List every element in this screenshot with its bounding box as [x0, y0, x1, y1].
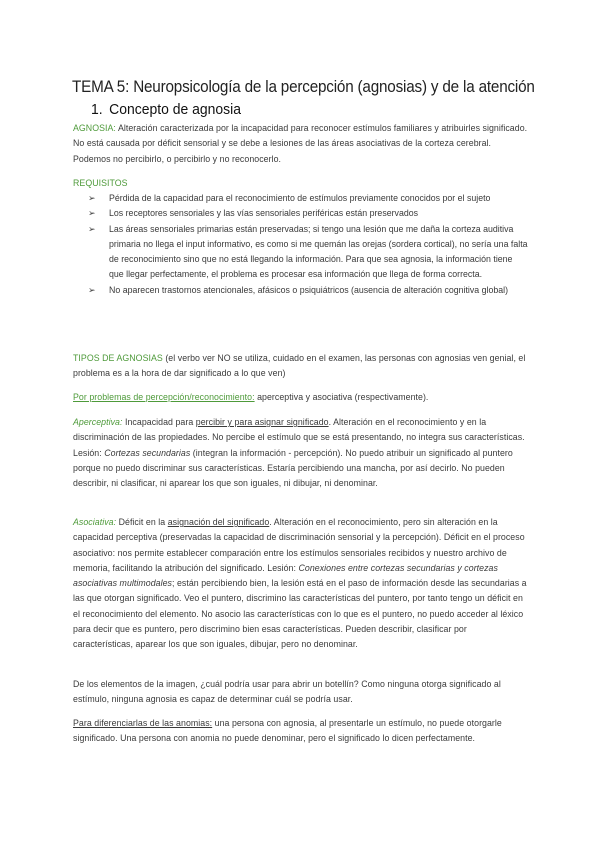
agnosia-label: AGNOSIA:	[73, 123, 116, 133]
asociativa-paragraph: Asociativa: Déficit en la asignación del significado. Alteración en el reconocimiento, pero sin alteración en la capacidad perceptiva (preservadas la capacidad de discriminación sensorial y la percepción). Déficit en el proceso asociativo: nos permite establecer comparación entre los estímulos sensoriales recibidos y nuestro archivo de memoria, facilitando la atribución del significado. Lesión: Conexiones entre cortezas secundarias y cortezas asociativas multimodales; están percibiendo bien, la lesión está en el paso de información desde las secundarias a las que otorgan significado. Veo el puntero, discrimino las características del puntero, por tanto tengo un déficit en el reconocimiento del elemento. No asocio las características con lo que es el puntero, no puedo acceder al léxico para decir que es puntero, pero discrimino bien esas características. Pueden describir, clasificar por características, aparear los que son iguales, dibujar, pero no denominar.	[73, 517, 527, 650]
aperceptiva-lesion: Cortezas secundarias	[104, 447, 191, 458]
section-number: 1.	[91, 101, 103, 118]
asociativa-underlined: asignación del significado	[167, 517, 270, 527]
tipos-note: (el verbo ver NO se utiliza, cuidado en el examen, las personas con agnosias ven genial, el problema es a la hora de dar significado a lo que ven)	[73, 353, 526, 379]
asociativa-label: Asociativa:	[73, 517, 117, 527]
list-item: ➢ Las áreas sensoriales primarias están preservadas; si tengo una lesión que me daña la corteza auditiva primaria no llega el input informativo, es como si me quemán las orejas (sordera cortical), no sería una falta de reconocimiento sino que no está llegando la información. Para que sea agnosia, la información tiene que llegar perfectamente, el problema es procesar esa información que llega de forma correcta.	[88, 223, 528, 280]
agnosia-text: Alteración caracterizada por la incapacidad para reconocer estímulos familiares y atribuirles significado. No está causada por déficit sensorial y se debe a lesiones de las áreas asociativas de la corteza cerebral. Podemos no percibirlo, o percibirlo y no reconocerlo.	[73, 123, 528, 164]
aperceptiva-paragraph: Aperceptiva: Incapacidad para percibir y para asignar significado. Alteración en el reconocimiento y en la discriminación de las propiedades. No percibe el estímulo que se está presentando, no integra sus características. Lesión: Cortezas secundarias (integran la información - percepción). No puedo atribuir un significado al puntero porque no puedo discriminar sus características. Estaría percibiendo una mancha, por así decirlo. No pueden describir, ni clasificar, ni aparear los que son iguales, ni dibujar, ni denominar.	[73, 417, 525, 489]
list-item: ➢ Pérdida de la capacidad para el reconocimiento de estímulos previamente conocidos por el sujeto	[88, 191, 528, 206]
asociativa-lesion: Conexiones entre cortezas secundarias y cortezas asociativas multimodales	[73, 562, 498, 589]
botellin-paragraph: De los elementos de la imagen, ¿cuál podría usar para abrir un botellín? Como ninguna otorga significado al estímulo, ninguna agnosia es capaz de determinar cuál se podría usar.	[73, 679, 501, 705]
anomias-paragraph	[73, 716, 528, 747]
tipos-label: TIPOS DE AGNOSIAS	[73, 353, 163, 363]
aperceptiva-label: Aperceptiva:	[73, 417, 123, 427]
arrow-bullet-icon: ➢	[88, 208, 96, 219]
arrow-bullet-icon: ➢	[88, 284, 96, 295]
list-item: ➢ No aparecen trastornos atencionales, afásicos o psiquiátricos (ausencia de alteración cognitiva global)	[88, 283, 528, 298]
anomias-text: una persona con agnosia, al presentarle un estímulo, no puede otorgarle significado. Una persona con anomia no puede denominar, pero el significado lo dicen perfectamente.	[73, 718, 502, 744]
arrow-bullet-icon: ➢	[88, 223, 96, 234]
problemas-paragraph	[73, 390, 528, 405]
tipos-paragraph	[73, 351, 528, 382]
problemas-text: aperceptiva y asociativa (respectivamente).	[257, 392, 429, 402]
requisitos-list	[88, 191, 528, 298]
aperceptiva-underlined: percibir y para asignar significado	[195, 417, 329, 427]
anomias-label: Para diferenciarlas de las anomias:	[73, 718, 213, 728]
requisitos-label: REQUISITOS	[73, 178, 128, 188]
problemas-label: Por problemas de percepción/reconocimiento:	[73, 392, 255, 402]
section-heading	[91, 101, 241, 119]
list-item: ➢ Los receptores sensoriales y las vías sensoriales periféricas están preservados	[88, 206, 528, 221]
agnosia-definition	[73, 121, 528, 167]
arrow-bullet-icon: ➢	[88, 193, 96, 203]
page-title: TEMA 5: Neuropsicología de la percepción (agnosias) y de la atención	[72, 78, 535, 96]
section-title: Concepto de agnosia	[109, 101, 242, 118]
